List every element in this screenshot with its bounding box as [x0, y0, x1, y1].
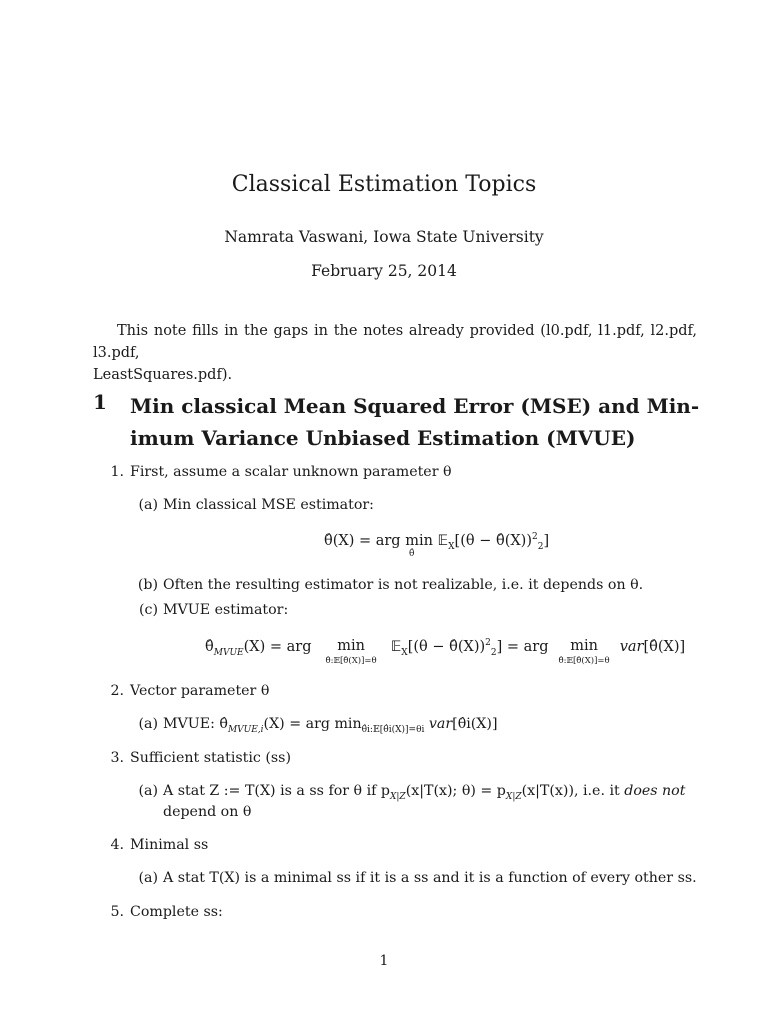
- list-text: Complete ss:: [130, 904, 223, 920]
- eq-sub: MVUE: [213, 648, 244, 658]
- intro-line-1: This note fills in the gaps in the notes already provided (l0.pdf, l1.pdf, l2.pdf, l3.pdf,: [93, 323, 697, 361]
- eq-sub: MVUE,i: [227, 725, 264, 735]
- section-title-line-1: Min classical Mean Squared Error (MSE) and Min-: [130, 394, 700, 418]
- eq-min-2: min θ̂:𝔼[θ̂(X)]=θ: [558, 638, 610, 666]
- list-number: (a): [138, 716, 158, 732]
- list-number: (c): [138, 602, 158, 618]
- list-text: MVUE: $\thetâ_{MVUE,i}(X)$ = arg $\min_{\thetâi:𝔼[\thetâi(X)]=\theta i}$ var[θ̂i(X)]: [163, 716, 498, 735]
- list-text: First, assume a scalar unknown parameter θ: [130, 464, 452, 480]
- eq-arg: ] = arg: [496, 639, 549, 655]
- eq-arg: [θ̂i(X)]: [452, 716, 498, 732]
- eq-var: var: [619, 639, 644, 655]
- list-number: (b): [137, 577, 158, 593]
- list-text: Sufficient statistic (ss): [130, 750, 291, 766]
- list-text: MVUE estimator:: [163, 602, 289, 618]
- intro-paragraph: [93, 320, 697, 386]
- eq-theta: θ̂: [219, 716, 228, 732]
- eq-sup: 2: [531, 532, 538, 542]
- eq-sub: X: [401, 648, 408, 658]
- author-line: Namrata Vaswani, Iowa State University: [224, 228, 544, 246]
- list-number: (a): [138, 870, 158, 886]
- eq-min-1: min θ̂:𝔼[θ̂(X)]=θ: [325, 638, 377, 666]
- page-number: 1: [379, 953, 389, 969]
- eq-var: var: [428, 716, 453, 732]
- eq-sub2: 2: [537, 542, 544, 552]
- list-text: Minimal ss: [130, 837, 209, 853]
- eq-sup: 2: [485, 638, 491, 648]
- eq-under-theta: θ̂: [409, 549, 415, 559]
- section-title: [130, 390, 700, 454]
- expectation-symbol: 𝔼: [437, 533, 449, 549]
- list-text: A stat T(X) is a minimal ss if it is a ss and it is a function of every other ss.: [163, 870, 697, 886]
- list-text: Min classical MSE estimator:: [163, 497, 374, 513]
- list-text: Vector parameter θ: [130, 683, 270, 699]
- list-number: (a): [138, 497, 158, 513]
- eq-lhs: (X) = arg: [243, 639, 312, 655]
- eq-rhs: [(θ − θ̂(X)): [454, 533, 532, 549]
- eq-theta: θ̂: [205, 639, 214, 655]
- list-number: 4.: [110, 837, 124, 853]
- eq-lhs: θ̂(X) = arg min: [324, 533, 433, 549]
- equation-mse: [324, 532, 550, 552]
- list-text: A stat Z := T(X) is a ss for θ if $p_{X|Z}(x|T(x)$; $\theta) = p_{X|Z}(x|T(x))$, i.e. it does not: [163, 783, 686, 802]
- eq-min-under: θ̂i:𝔼[θ̂i(X)]=θi: [361, 725, 425, 735]
- section-title-line-2: imum Variance Unbiased Estimation (MVUE): [130, 426, 636, 450]
- intro-line-2: LeastSquares.pdf).: [93, 367, 233, 383]
- emphasis-text: does not: [624, 783, 686, 799]
- list-number: 5.: [110, 904, 124, 920]
- date-line: February 25, 2014: [311, 262, 457, 280]
- list-number: 1.: [110, 464, 124, 480]
- expectation-symbol: 𝔼: [390, 639, 402, 655]
- section-number: 1: [93, 390, 107, 414]
- eq-sub2: 2: [490, 648, 497, 658]
- list-item-3a-cont: depend on θ: [163, 804, 252, 820]
- list-number: 3.: [110, 750, 124, 766]
- list-number: 2.: [110, 683, 124, 699]
- eq-end: ]: [543, 533, 550, 549]
- list-text: Often the resulting estimator is not realizable, i.e. it depends on θ.: [163, 577, 644, 593]
- eq-mid: (X) = arg min: [263, 716, 362, 732]
- list-number: (a): [138, 783, 158, 799]
- eq-var-arg: [θ̂(X)]: [643, 639, 686, 655]
- eq-mid: [(θ − θ̂(X)): [407, 639, 486, 655]
- equation-mvue: [205, 639, 685, 668]
- eq-sub: X: [448, 542, 455, 552]
- paper-title: Classical Estimation Topics: [231, 172, 537, 197]
